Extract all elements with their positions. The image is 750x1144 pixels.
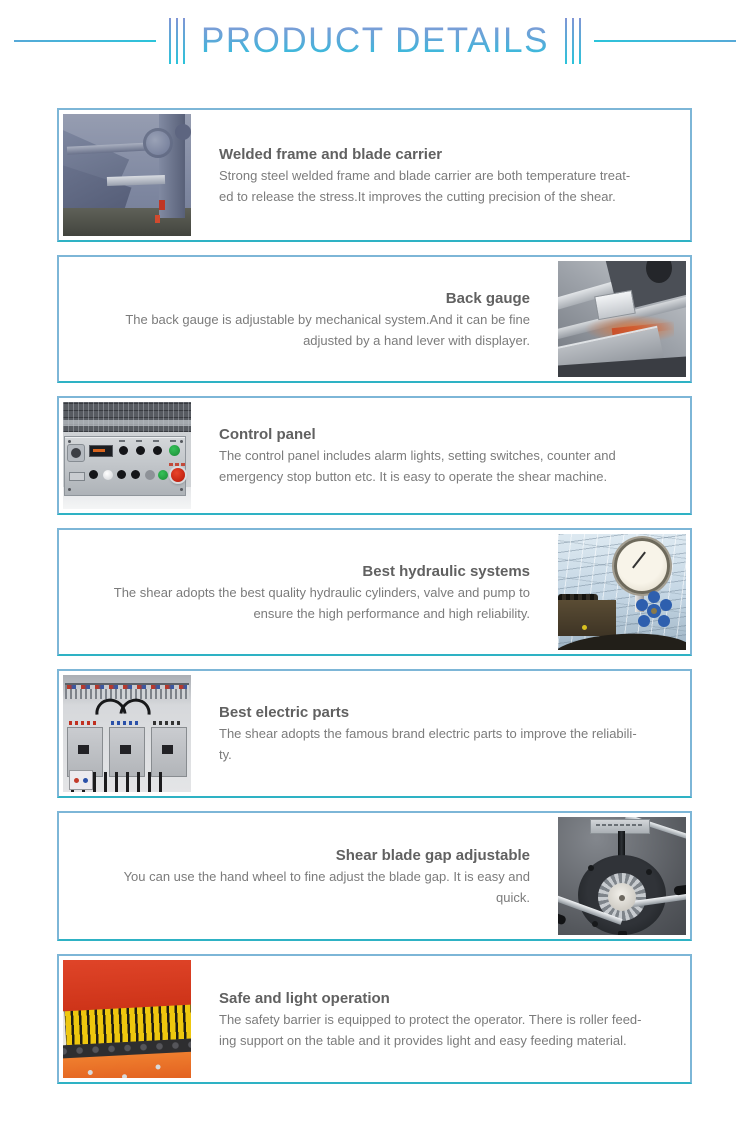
shape <box>68 440 71 443</box>
section-text <box>63 534 530 650</box>
section-title: Best hydraulic systems <box>362 562 530 580</box>
emergency-stop-graphic <box>171 468 185 482</box>
section-title: Shear blade gap adjustable <box>335 846 530 864</box>
section-body-line: quick. <box>496 889 530 905</box>
shape <box>74 778 79 783</box>
header-rule-left <box>14 40 156 42</box>
electric-parts-photo <box>63 675 191 792</box>
section-control-panel <box>57 396 692 515</box>
section-body-line: The control panel includes alarm lights, setting switches, counter and <box>219 448 616 463</box>
control-panel-photo <box>63 402 191 509</box>
shape <box>159 200 165 210</box>
shape <box>63 420 191 426</box>
section-body-line: ty. <box>219 747 232 762</box>
section-text <box>63 261 530 377</box>
section-title: Welded frame and blade carrier <box>219 145 443 163</box>
shape <box>120 745 131 754</box>
back-gauge-photo <box>558 261 686 377</box>
welded-frame-photo <box>63 114 191 236</box>
section-body-line: You can use the hand wheel to fine adjust the blade gap. It is easy and <box>123 868 530 884</box>
section-title: Best electric parts <box>219 704 350 721</box>
shape <box>67 685 187 689</box>
shape <box>69 770 93 790</box>
section-electric-parts <box>57 669 692 798</box>
section-text <box>219 402 686 509</box>
shape <box>103 470 113 480</box>
shape <box>143 128 173 158</box>
section-body-line: The back gauge is adjustable by mechanical system.And it can be fine <box>125 311 530 327</box>
shape <box>111 721 141 725</box>
shape <box>673 883 686 895</box>
section-body-line: The shear adopts the famous brand electric parts to improve the reliabili- <box>219 726 637 741</box>
section-hydraulic-systems <box>57 528 692 656</box>
section-body-line: Strong steel welded frame and blade carrier are both temperature treat- <box>219 167 631 183</box>
pressure-gauge-graphic <box>614 538 670 594</box>
shape <box>93 449 105 452</box>
shape <box>119 440 181 442</box>
shape <box>71 448 81 458</box>
section-text <box>219 960 686 1078</box>
section-body-line: ed to release the stress.It improves the cutting precision of the shear. <box>219 188 616 204</box>
section-text <box>219 114 686 236</box>
section-body-line: ensure the high performance and high reliability. <box>253 605 530 621</box>
section-body-line: adjusted by a hand lever with displayer. <box>303 332 530 348</box>
page-title: PRODUCT DETAILS <box>201 21 549 60</box>
shape <box>619 895 625 901</box>
shape <box>558 600 616 636</box>
shape <box>78 745 89 754</box>
shape <box>63 960 191 1078</box>
shape <box>596 824 642 826</box>
knob-graphic <box>89 470 98 479</box>
section-title: Safe and light operation <box>219 989 390 1007</box>
green-button-graphic <box>158 470 168 480</box>
section-body-line: The safety barrier is equipped to protect the operator. There is roller feed- <box>219 1011 642 1027</box>
section-welded-frame <box>57 108 692 242</box>
section-back-gauge <box>57 255 692 383</box>
shape <box>153 721 183 725</box>
shape <box>145 470 155 480</box>
section-text <box>219 675 686 792</box>
page-header <box>0 16 750 66</box>
triple-bars-right-icon <box>563 18 584 64</box>
shape <box>63 402 191 432</box>
shape <box>175 124 191 140</box>
shape <box>107 175 165 186</box>
shape <box>618 931 627 935</box>
shape <box>582 625 587 630</box>
section-text <box>63 817 530 935</box>
knob-graphic <box>119 446 128 455</box>
product-details-sections <box>0 108 750 1084</box>
shape <box>558 910 567 926</box>
hand-wheel-photo <box>558 817 686 935</box>
shape <box>651 608 657 614</box>
shape <box>69 472 85 481</box>
shape <box>588 865 594 871</box>
shape <box>169 463 187 466</box>
safety-barrier-photo <box>63 960 191 1078</box>
shape <box>69 721 99 725</box>
header-rule-right <box>594 40 736 42</box>
section-blade-gap <box>57 811 692 941</box>
green-button-graphic <box>169 445 180 456</box>
section-body-line: emergency stop button etc. It is easy to operate the shear machine. <box>219 469 608 484</box>
section-safe-operation <box>57 954 692 1084</box>
triple-bars-left-icon <box>166 18 187 64</box>
hydraulic-system-photo <box>558 534 686 650</box>
shape <box>155 215 160 223</box>
section-title: Control panel <box>219 426 316 443</box>
section-title: Back gauge <box>445 289 530 307</box>
shape <box>162 745 173 754</box>
section-body-line: The shear adopts the best quality hydraulic cylinders, valve and pump to <box>113 584 530 600</box>
section-body-line: ing support on the table and it provides light and easy feeding material. <box>219 1032 627 1048</box>
